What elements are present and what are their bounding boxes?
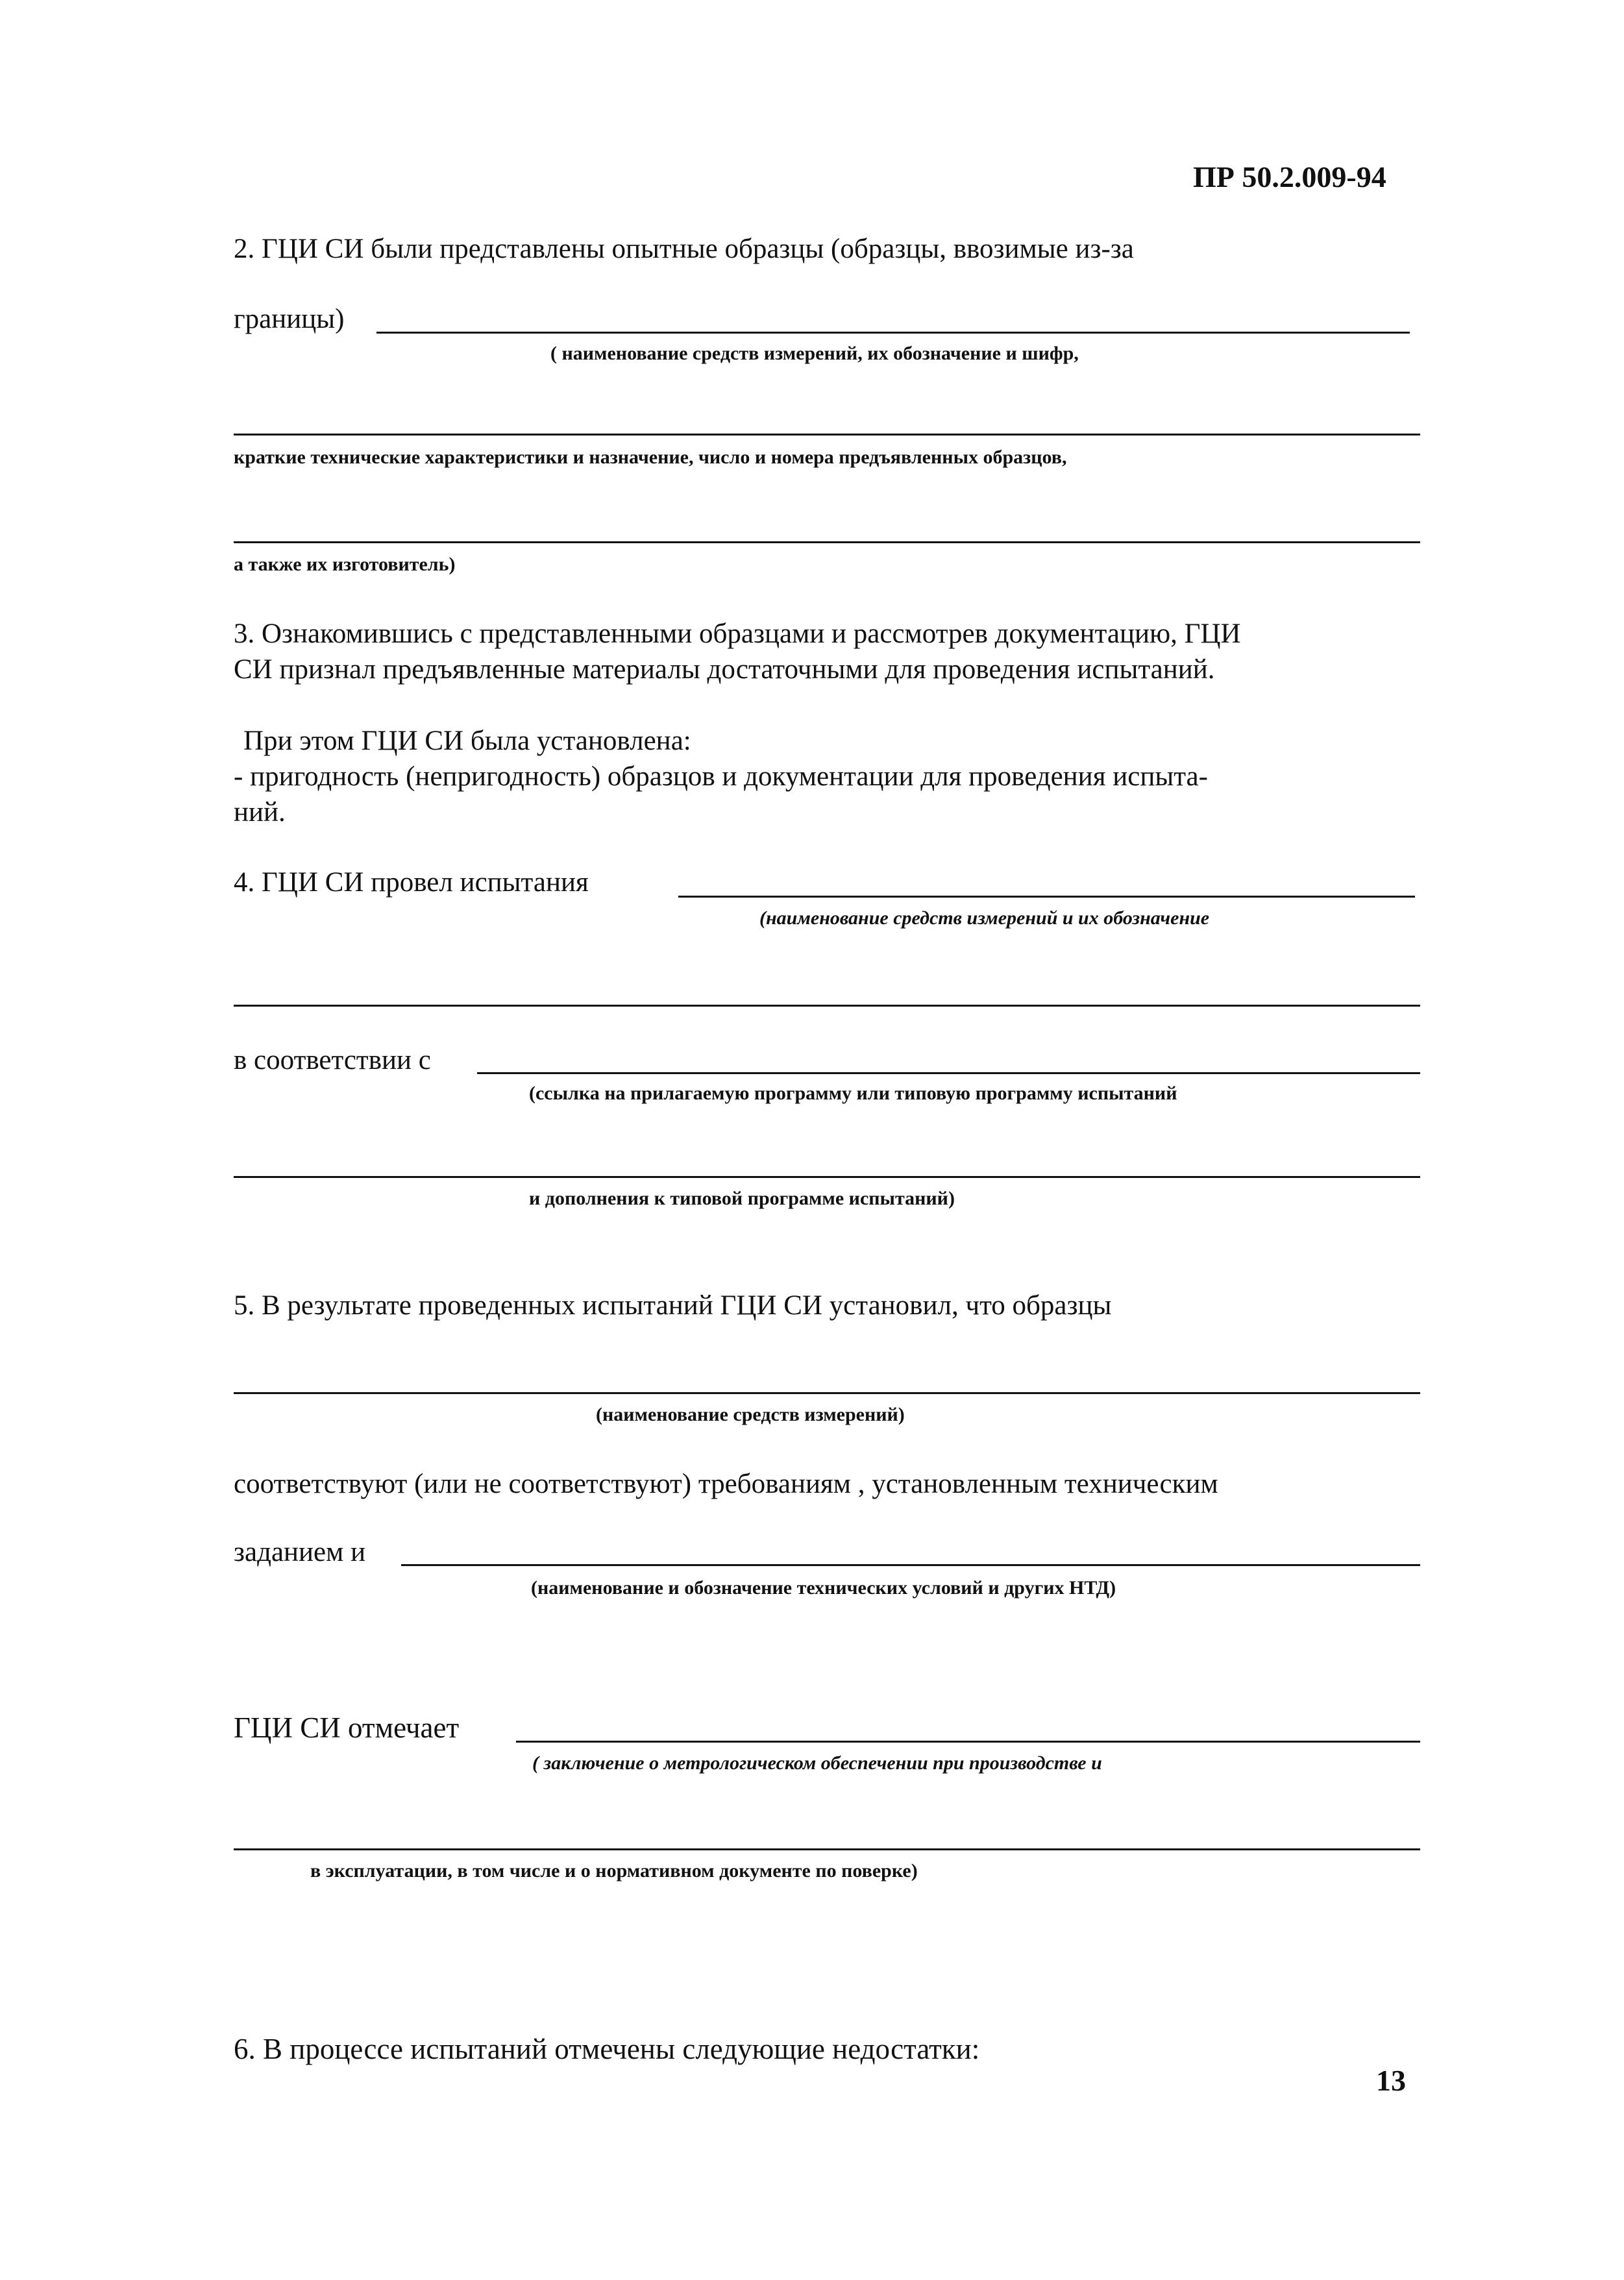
page-number: 13 (1376, 2064, 1406, 2097)
fill-line (401, 1564, 1420, 1566)
section5-line3: заданием и (234, 1537, 366, 1567)
section3-line5: ний. (234, 797, 286, 827)
section2-caption2: краткие технические характеристики и назначение, число и номера предъявленных образцов, (234, 447, 1067, 468)
fill-line (376, 332, 1410, 334)
fill-line (234, 434, 1420, 435)
fill-line (477, 1072, 1420, 1074)
section5-caption3: ( заключение о метрологическом обеспечении при производстве и (532, 1752, 1102, 1774)
section2-line1: 2. ГЦИ СИ были представлены опытные образцы (образцы, ввозимые из-за (234, 234, 1134, 264)
fill-line (234, 1176, 1420, 1178)
section5-line4: ГЦИ СИ отмечает (234, 1711, 460, 1744)
fill-line (234, 1848, 1420, 1850)
section2-caption3: а также их изготовитель) (234, 554, 456, 575)
fill-line (678, 896, 1415, 898)
section3-line2: СИ признал предъявленные материалы достаточными для проведения испытаний. (234, 654, 1215, 685)
section4-caption1: (наименование средств измерений и их обозначение (759, 907, 1210, 929)
fill-line (516, 1741, 1420, 1743)
section6-line1: 6. В процессе испытаний отмечены следующие недостатки: (234, 2033, 980, 2065)
section4-line2: в соответствии с (234, 1045, 431, 1075)
fill-line (234, 1392, 1420, 1394)
section5-caption4: в эксплуатации, в том числе и о нормативном документе по поверке) (310, 1860, 918, 1882)
section2-line2: границы) (234, 304, 345, 334)
fill-line (234, 541, 1420, 543)
document-number: ПР 50.2.009-94 (1193, 160, 1386, 193)
section3-line3: При этом ГЦИ СИ была установлена: (243, 726, 691, 756)
section3-line4: - пригодность (непригодность) образцов и документации для проведения испыта- (234, 761, 1208, 792)
section3-line1: 3. Ознакомившись с представленными образцами и рассмотрев документацию, ГЦИ (234, 619, 1241, 649)
section5-caption1: (наименование средств измерений) (596, 1404, 905, 1425)
fill-line (234, 1005, 1420, 1007)
section5-line1: 5. В результате проведенных испытаний ГЦИ СИ установил, что образцы (234, 1290, 1112, 1321)
section4-caption3: и дополнения к типовой программе испытаний) (529, 1188, 955, 1209)
section5-caption2: (наименование и обозначение технических условий и других НТД) (531, 1577, 1116, 1599)
section5-line2: соответствуют (или не соответствуют) требованиям , установленным техническим (234, 1469, 1218, 1499)
section4-caption2: (ссылка на прилагаемую программу или типовую программу испытаний (529, 1083, 1177, 1104)
section4-line1: 4. ГЦИ СИ провел испытания (234, 867, 589, 898)
section2-caption1: ( наименование средств измерений, их обозначение и шифр, (550, 343, 1079, 364)
